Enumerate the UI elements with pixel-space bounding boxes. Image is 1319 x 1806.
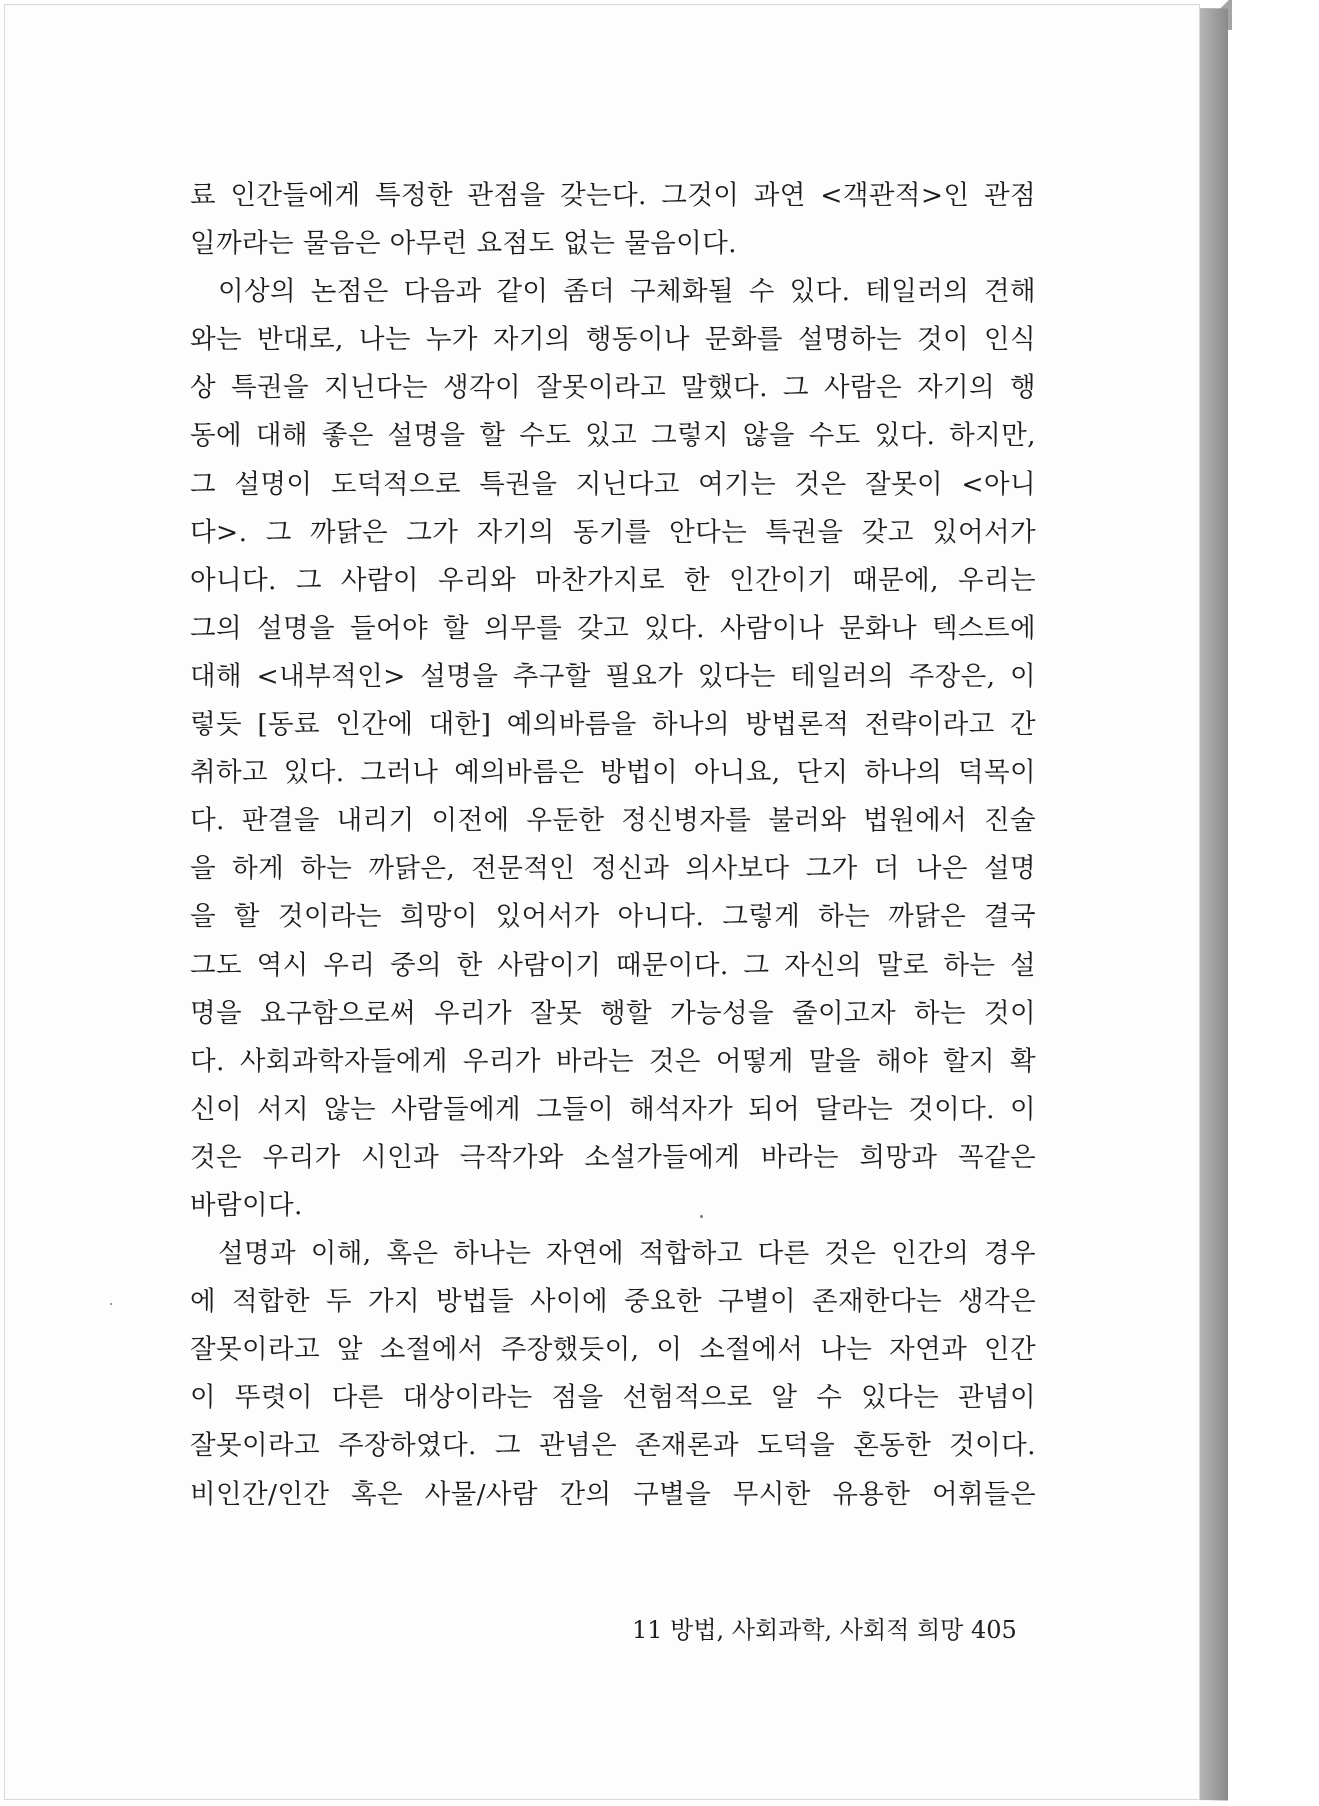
text-line: 동에 대해 좋은 설명을 할 수도 있고 그렇지 않을 수도 있다. 하지만,	[190, 420, 1036, 452]
text-line: 명을 요구함으로써 우리가 잘못 행할 가능성을 줄이고자 하는 것이	[190, 997, 1036, 1029]
text-line: 이 뚜렷이 다른 대상이라는 점을 선험적으로 알 수 있다는 관념이	[190, 1382, 1036, 1414]
text-line: 에 적합한 두 가지 방법들 사이에 중요한 구별이 존재한다는 생각은	[190, 1286, 1036, 1318]
text-line: 바람이다.	[190, 1189, 303, 1221]
text-line: 잘못이라고 주장하였다. 그 관념은 존재론과 도덕을 혼동한 것이다.	[190, 1430, 1036, 1462]
text-line: 것은 우리가 시인과 극작가와 소설가들에게 바라는 희망과 꼭같은	[190, 1141, 1036, 1173]
text-line: 아니다. 그 사람이 우리와 마찬가지로 한 인간이기 때문에, 우리는	[190, 564, 1036, 596]
text-line: 그 설명이 도덕적으로 특권을 지닌다고 여기는 것은 잘못이 <아니	[190, 468, 1036, 500]
text-line: 을 할 것이라는 희망이 있어서가 아니다. 그렇게 하는 까닭은 결국	[190, 901, 1036, 933]
text-line: 취하고 있다. 그러나 예의바름은 방법이 아니요, 단지 하나의 덕목이	[190, 757, 1036, 789]
text-line: 그의 설명을 들어야 할 의무를 갖고 있다. 사람이나 문화나 텍스트에	[190, 612, 1036, 644]
text-line: 다>. 그 까닭은 그가 자기의 동기를 안다는 특권을 갖고 있어서가	[190, 516, 1036, 548]
text-line: 일까라는 물음은 아무런 요점도 없는 물음이다.	[190, 228, 737, 260]
text-line: 상 특권을 지닌다는 생각이 잘못이라고 말했다. 그 사람은 자기의 행	[190, 372, 1036, 404]
paper-speck	[110, 1303, 112, 1305]
text-line: 설명과 이해, 혹은 하나는 자연에 적합하고 다른 것은 인간의 경우	[218, 1238, 1036, 1270]
page-edge-shadow	[1198, 8, 1228, 1801]
text-line: 을 하게 하는 까닭은, 전문적인 정신과 의사보다 그가 더 나은 설명	[190, 853, 1036, 885]
text-line: 잘못이라고 앞 소절에서 주장했듯이, 이 소절에서 나는 자연과 인간	[190, 1334, 1036, 1366]
text-line: 와는 반대로, 나는 누가 자기의 행동이나 문화를 설명하는 것이 인식	[190, 324, 1036, 356]
paper-speck	[700, 1215, 703, 1218]
text-line: 비인간/인간 혹은 사물/사람 간의 구별을 무시한 유용한 어휘들은	[190, 1478, 1036, 1510]
body-text	[190, 172, 1036, 1519]
text-line: 다. 사회과학자들에게 우리가 바라는 것은 어떻게 말을 해야 할지 확	[190, 1045, 1036, 1077]
text-line: 그도 역시 우리 중의 한 사람이기 때문이다. 그 자신의 말로 하는 설	[190, 949, 1036, 981]
text-line: 렇듯 [동료 인간에 대한] 예의바름을 하나의 방법론적 전략이라고 간	[190, 709, 1036, 741]
text-line: 다. 판결을 내리기 이전에 우둔한 정신병자를 불러와 법원에서 진술	[190, 805, 1036, 837]
text-line: 신이 서지 않는 사람들에게 그들이 해석자가 되어 달라는 것이다. 이	[190, 1093, 1036, 1125]
page-footer: 11 방법, 사회과학, 사회적 희망 405	[632, 1616, 1017, 1644]
text-line: 이상의 논점은 다음과 같이 좀더 구체화될 수 있다. 테일러의 견해	[218, 276, 1036, 308]
text-line: 대해 <내부적인> 설명을 추구할 필요가 있다는 테일러의 주장은, 이	[190, 660, 1036, 692]
text-line: 료 인간들에게 특정한 관점을 갖는다. 그것이 과연 <객관적>인 관점	[190, 180, 1036, 211]
